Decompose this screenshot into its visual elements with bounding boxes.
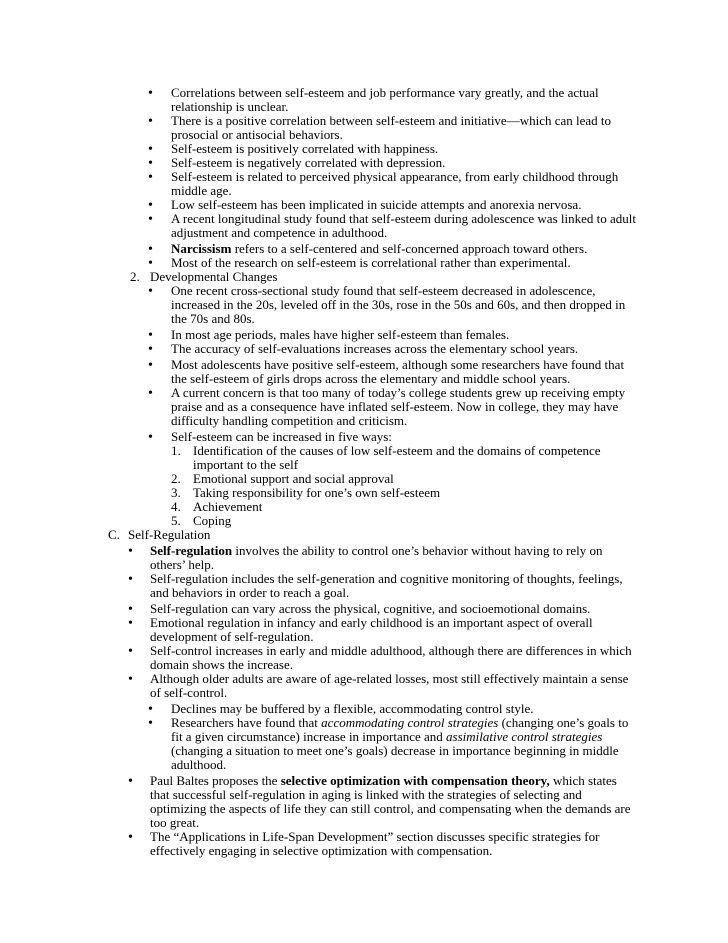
bullet-glyph [128,774,133,789]
text-run: Researchers have found that [171,715,322,730]
bullet-glyph [148,716,153,731]
bullet-glyph [128,830,133,845]
term-self-regulation: Self-regulation [150,543,233,558]
text-run: fit a given circumstance) increase in importance and [171,729,447,744]
bullet-text: difficulty handling competition and criticism. [171,413,408,428]
bullet-text: Although older adults are aware of age-related losses, most still effectively maintain a sense [150,671,629,686]
bullet-glyph [128,672,133,687]
bullet-text: Self-regulation can vary across the physical, cognitive, and socioemotional domains. [150,601,591,616]
bullet-text: A current concern is that too many of today’s college students grew up receiving empty [171,385,626,400]
sub-bullet-text: (changing a situation to meet one’s goals) decrease in importance beginning in middle [171,743,619,758]
bullet-glyph [148,198,153,213]
bullet-glyph [148,386,153,401]
text-run: (changing one’s goals to [498,715,629,730]
term-selective-optimization: selective optimization with compensation theory, [280,773,550,788]
way-text: Coping [193,513,232,528]
bullet-text: In most age periods, males have higher self-esteem than females. [171,327,510,342]
bullet-text: Most of the research on self-esteem is correlational rather than experimental. [171,255,571,270]
bullet-glyph [148,358,153,373]
bullet-text: domain shows the increase. [150,657,293,672]
bullet-text: increased in the 20s, leveled off in the 30s, rose in the 50s and 60s, and then dropped in [171,297,626,312]
bullet-text-self-regulation [150,544,603,558]
bullet-glyph [148,284,153,299]
way-text: important to the self [193,457,299,472]
way-text: Identification of the causes of low self-esteem and the domains of competence [193,443,601,458]
bullet-text: the 70s and 80s. [171,311,255,326]
bullet-glyph [148,170,153,185]
bullet-glyph [148,212,153,227]
self-regulation-definition: involves the ability to control one’s behavior without having to rely on [232,543,603,558]
bullet-glyph [148,242,153,257]
way-number: 3. [171,485,181,500]
bullet-glyph [148,142,153,157]
bullet-text: the self-esteem of girls drops across the elementary and middle school years. [171,371,571,386]
term-accommodating-control-strategies: accommodating control strategies [321,715,499,730]
bullet-glyph [128,616,133,631]
bullet-text: optimizing the aspects of life they can still control, and compensating when the demands are [150,801,631,816]
way-number: 2. [171,471,181,486]
bullet-glyph [128,644,133,659]
bullet-text: others’ help. [150,557,215,572]
text-run: which states [549,773,617,788]
bullet-text: Emotional regulation in infancy and early childhood is an important aspect of overall [150,615,593,630]
narcissism-definition: refers to a self-centered and self-concerned approach toward others. [231,241,588,256]
bullet-text: Most adolescents have positive self-esteem, although some researchers have found that [171,357,625,372]
bullet-glyph [128,572,133,587]
bullet-text: Self-esteem is negatively correlated with depression. [171,155,446,170]
way-text: Taking responsibility for one’s own self-esteem [193,485,441,500]
sub-bullet-text [171,716,628,730]
bullet-text: Self-control increases in early and middle adulthood, although there are differences in which [150,643,632,658]
bullet-text: One recent cross-sectional study found that self-esteem decreased in adolescence, [171,283,596,298]
bullet-text: relationship is unclear. [171,99,289,114]
bullet-glyph [128,544,133,559]
bullet-text: praise and as a consequence have inflated self-esteem. Now in college, they may have [171,399,619,414]
bullet-text: too great. [150,815,200,830]
bullet-glyph [148,156,153,171]
way-number: 4. [171,499,181,514]
term-assimilative-control-strategies: assimilative control strategies [446,729,603,744]
sub-bullet-text: adulthood. [171,757,227,772]
bullet-text: Self-esteem is related to perceived physical appearance, from early childhood through [171,169,619,184]
bullet-text: development of self-regulation. [150,629,314,644]
sub-bullet-text [171,730,602,744]
bullet-glyph [148,430,153,445]
section-letter: C. [108,527,120,542]
bullet-text: Self-esteem can be increased in five ways: [171,429,392,444]
bullet-text: of self-control. [150,685,228,700]
bullet-text: and behaviors in order to reach a goal. [150,585,350,600]
text-run: Paul Baltes proposes the [150,773,281,788]
bullet-glyph [148,86,153,101]
bullet-text: The accuracy of self-evaluations increases across the elementary school years. [171,341,579,356]
bullet-text: A recent longitudinal study found that self-esteem during adolescence was linked to adult [171,211,636,226]
bullet-text-narcissism [171,242,587,256]
bullet-text: adjustment and competence in adulthood. [171,225,388,240]
bullet-glyph [128,602,133,617]
bullet-text: Self-regulation includes the self-generation and cognitive monitoring of thoughts, feelings, [150,571,623,586]
section-heading: Developmental Changes [150,269,278,284]
bullet-text-baltes [150,774,617,788]
bullet-text: that successful self-regulation in aging is linked with the strategies of selecting and [150,787,582,802]
section-number: 2. [130,269,140,284]
way-text: Achievement [193,499,263,514]
sub-bullet-text: Declines may be buffered by a flexible, accommodating control style. [171,701,534,716]
bullet-glyph [148,328,153,343]
bullet-glyph [148,702,153,717]
bullet-text: middle age. [171,183,232,198]
section-heading: Self-Regulation [128,527,211,542]
bullet-text: effectively engaging in selective optimization with compensation. [150,843,493,858]
bullet-text: Correlations between self-esteem and job performance vary greatly, and the actual [171,85,599,100]
bullet-text: prosocial or antisocial behaviors. [171,127,343,142]
bullet-text: There is a positive correlation between self-esteem and initiative—which can lead to [171,113,612,128]
way-number: 1. [171,443,181,458]
way-text: Emotional support and social approval [193,471,394,486]
bullet-glyph [148,342,153,357]
bullet-glyph [148,114,153,129]
term-narcissism: Narcissism [171,241,232,256]
bullet-text: Low self-esteem has been implicated in suicide attempts and anorexia nervosa. [171,197,582,212]
bullet-text: Self-esteem is positively correlated with happiness. [171,141,439,156]
bullet-text: The “Applications in Life-Span Development” section discusses specific strategies for [150,829,600,844]
way-number: 5. [171,513,181,528]
